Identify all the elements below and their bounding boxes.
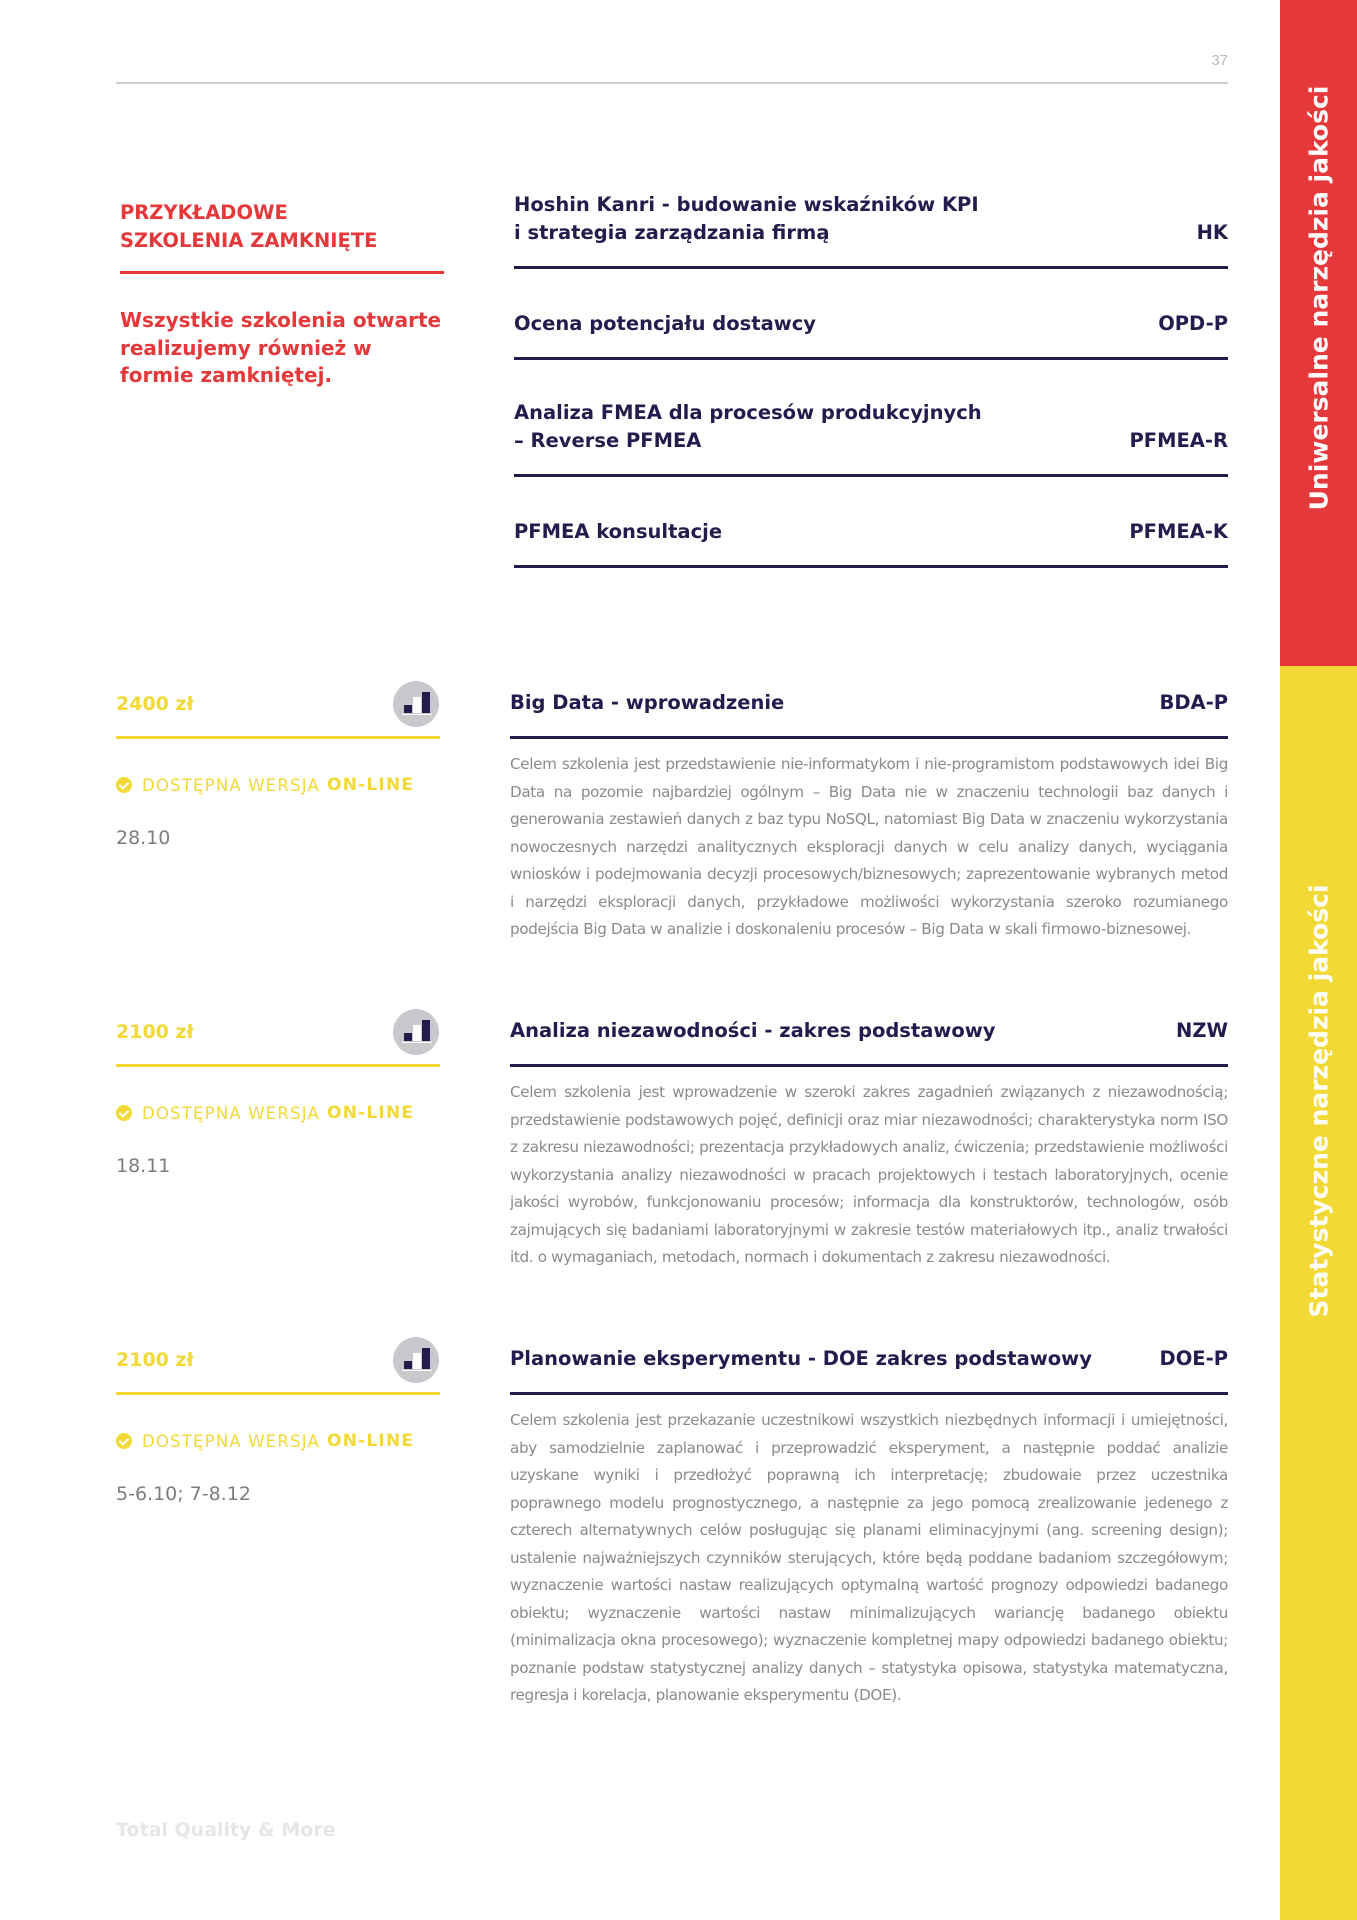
online-label-strong: ON-LINE xyxy=(327,1103,415,1123)
course-price: 2400 zł xyxy=(116,693,194,715)
course-dates: 18.11 xyxy=(116,1155,171,1177)
level-bar xyxy=(422,1020,430,1041)
closed-training-title xyxy=(514,399,982,455)
course-title-divider xyxy=(510,1064,1228,1067)
level-base xyxy=(402,1042,432,1043)
closed-training-title-line2: – Reverse PFMEA xyxy=(514,429,702,452)
online-label-strong: ON-LINE xyxy=(327,1431,415,1451)
online-badge xyxy=(116,1103,414,1123)
course-description: Celem szkolenia jest przekazanie uczestnikowi wszystkich niezbędnych informacji i umiejętności, aby samodzielnie zaplanować i przeprowadzić eksperyment, a następnie poddać analizie uzyskane wyniki i przedłożyć poprawną ich interpretację; zbudowaie przez uczestnika poprawnego modelu prognostycznego, a następnie za jego pomocą zrealizowanie jedenego z czterech alternatywnych celów posługując się planami eliminacyjnymi (ang. screening design); ustalenie najważniejszych czynników sterujących, które będą poddane badaniom szczegółowym; wyznaczenie wartości nastaw realizujących optymalną wartość prognozy odpowiedzi badanego obiektu; wyznaczenie wartości nastaw minimalizujących wariancję badanego obiektu (minimalizacja okna procesowego); wyznaczenie kompletnej mapy odpowiedzi badanego obiektu; poznanie podstaw statystycznej analizy danych – statystyka opisowa, statystyka matematyczna, regresja i korelacja, planowanie eksperymentu (DOE). xyxy=(510,1411,1228,1704)
page-number: 37 xyxy=(1211,52,1228,69)
level-bar xyxy=(413,697,421,713)
course-code: BDA-P xyxy=(1159,691,1228,714)
closed-training-title xyxy=(514,518,722,546)
course-title-divider xyxy=(510,1392,1228,1395)
section-tab-statystyczne[interactable] xyxy=(1280,666,1357,1920)
header-divider xyxy=(116,82,1228,84)
closed-training-code: OPD-P xyxy=(1158,312,1228,335)
online-label: DOSTĘPNA WERSJA xyxy=(142,775,321,795)
course-dates: 5-6.10; 7-8.12 xyxy=(116,1483,251,1505)
closed-trainings-list xyxy=(514,191,1228,601)
course-description: Celem szkolenia jest wprowadzenie w szeroki zakres zagadnień związanych z niezawodnością; przedstawienie podstawowych pojęć, definicji oraz miar niezawodności; charakterystyka norm ISO z zakresu niezawodności; prezentacja przykładowych analiz, ćwiczenia; przedstawienie możliwości wykorzystania analizy niezawodności w pracach projektowych i testach laboratoryjnych, ocenie jakości wyrobów, funkcjonowaniu procesów; informacja dla konstruktorów, technologów, osób zajmujących się badaniami laboratoryjnymi w zakresie testów materiałowych itp., analiz trwałości itd. o wymaganiach, metodach, normach i dokumentach z zakresu niezawodności. xyxy=(510,1083,1228,1266)
closed-training-item xyxy=(514,302,1228,360)
closed-training-title-line1: PFMEA konsultacje xyxy=(514,520,723,543)
course-title-row xyxy=(510,1019,1228,1042)
level-bar xyxy=(404,1033,412,1041)
closed-heading-divider xyxy=(120,271,444,274)
closed-training-item xyxy=(514,510,1228,568)
level-bars-icon xyxy=(393,1009,439,1055)
level-bar xyxy=(404,705,412,713)
level-bar xyxy=(413,1353,421,1369)
closed-trainings-note: Wszystkie szkolenia otwarte realizujemy również w formie zamkniętej. xyxy=(120,308,442,387)
price-divider xyxy=(116,736,440,739)
closed-trainings-heading xyxy=(120,199,450,255)
level-base xyxy=(402,1370,432,1371)
online-label: DOSTĘPNA WERSJA xyxy=(142,1103,321,1123)
course-code: DOE-P xyxy=(1159,1347,1228,1370)
check-circle-icon xyxy=(116,1433,132,1449)
closed-heading-line2: SZKOLENIA ZAMKNIĘTE xyxy=(120,229,378,252)
closed-training-item xyxy=(514,393,1228,477)
closed-training-title-line1: Hoshin Kanri - budowanie wskaźników KPI xyxy=(514,193,979,216)
closed-training-item xyxy=(514,191,1228,269)
level-base xyxy=(402,714,432,715)
footer-brand: Total Quality & More xyxy=(116,1819,336,1841)
course-price: 2100 zł xyxy=(116,1021,194,1043)
section-tab-label: Statystyczne narzędzia jakości xyxy=(1304,884,1333,1318)
level-bar xyxy=(422,692,430,713)
closed-training-title-line1: Ocena potencjału dostawcy xyxy=(514,312,817,335)
level-bars-icon xyxy=(393,681,439,727)
course-title: Analiza niezawodności - zakres podstawowy xyxy=(510,1019,996,1042)
online-badge xyxy=(116,1431,414,1451)
closed-training-title-line1: Analiza FMEA dla procesów produkcyjnych xyxy=(514,401,982,424)
level-bar xyxy=(422,1348,430,1369)
course-title-row xyxy=(510,1347,1228,1370)
course-dates: 28.10 xyxy=(116,827,171,849)
course-price: 2100 zł xyxy=(116,1349,194,1371)
section-tab-uniwersalne[interactable] xyxy=(1280,0,1357,666)
closed-heading-line1: PRZYKŁADOWE xyxy=(120,201,288,224)
level-bar xyxy=(404,1361,412,1369)
closed-training-title xyxy=(514,191,979,247)
online-label-strong: ON-LINE xyxy=(327,775,415,795)
closed-training-title xyxy=(514,310,816,338)
closed-training-code: HK xyxy=(1196,221,1228,244)
course-title-row xyxy=(510,691,1228,714)
price-divider xyxy=(116,1064,440,1067)
course-title: Big Data - wprowadzenie xyxy=(510,691,785,714)
closed-training-title-line2: i strategia zarządzania firmą xyxy=(514,221,830,244)
level-bars-icon xyxy=(393,1337,439,1383)
online-label: DOSTĘPNA WERSJA xyxy=(142,1431,321,1451)
price-divider xyxy=(116,1392,440,1395)
course-title-divider xyxy=(510,736,1228,739)
level-bar xyxy=(413,1025,421,1041)
check-circle-icon xyxy=(116,1105,132,1121)
course-description: Celem szkolenia jest przedstawienie nie-informatykom i nie-programistom podstawowych idei Big Data na pozomie najbardziej ogólnym – Big Data nie w znaczeniu technologii baz danych i generowania zestawień danych z baz typu NoSQL, natomiast Big Data w znaczeniu wykorzystania nowoczesnych narzędzi analitycznych eksploracji danych w celu analizy danych, wyciągania wniosków i podejmowania decyzji procesowych/biznesowych; zaprezentowanie wybranych metod i narzędzi eksploracji danych, przykładowe możliwości wykorzystania szeroko rozumianego podejścia Big Data w analizie i doskonaleniu procesów – Big Data w skali firmowo-biznesowej. xyxy=(510,755,1228,938)
check-circle-icon xyxy=(116,777,132,793)
closed-training-code: PFMEA-K xyxy=(1129,520,1228,543)
online-badge xyxy=(116,775,414,795)
closed-training-code: PFMEA-R xyxy=(1129,429,1228,452)
course-title: Planowanie eksperymentu - DOE zakres podstawowy xyxy=(510,1347,1092,1370)
course-code: NZW xyxy=(1176,1019,1228,1042)
section-tab-label: Uniwersalne narzędzia jakości xyxy=(1304,85,1333,511)
